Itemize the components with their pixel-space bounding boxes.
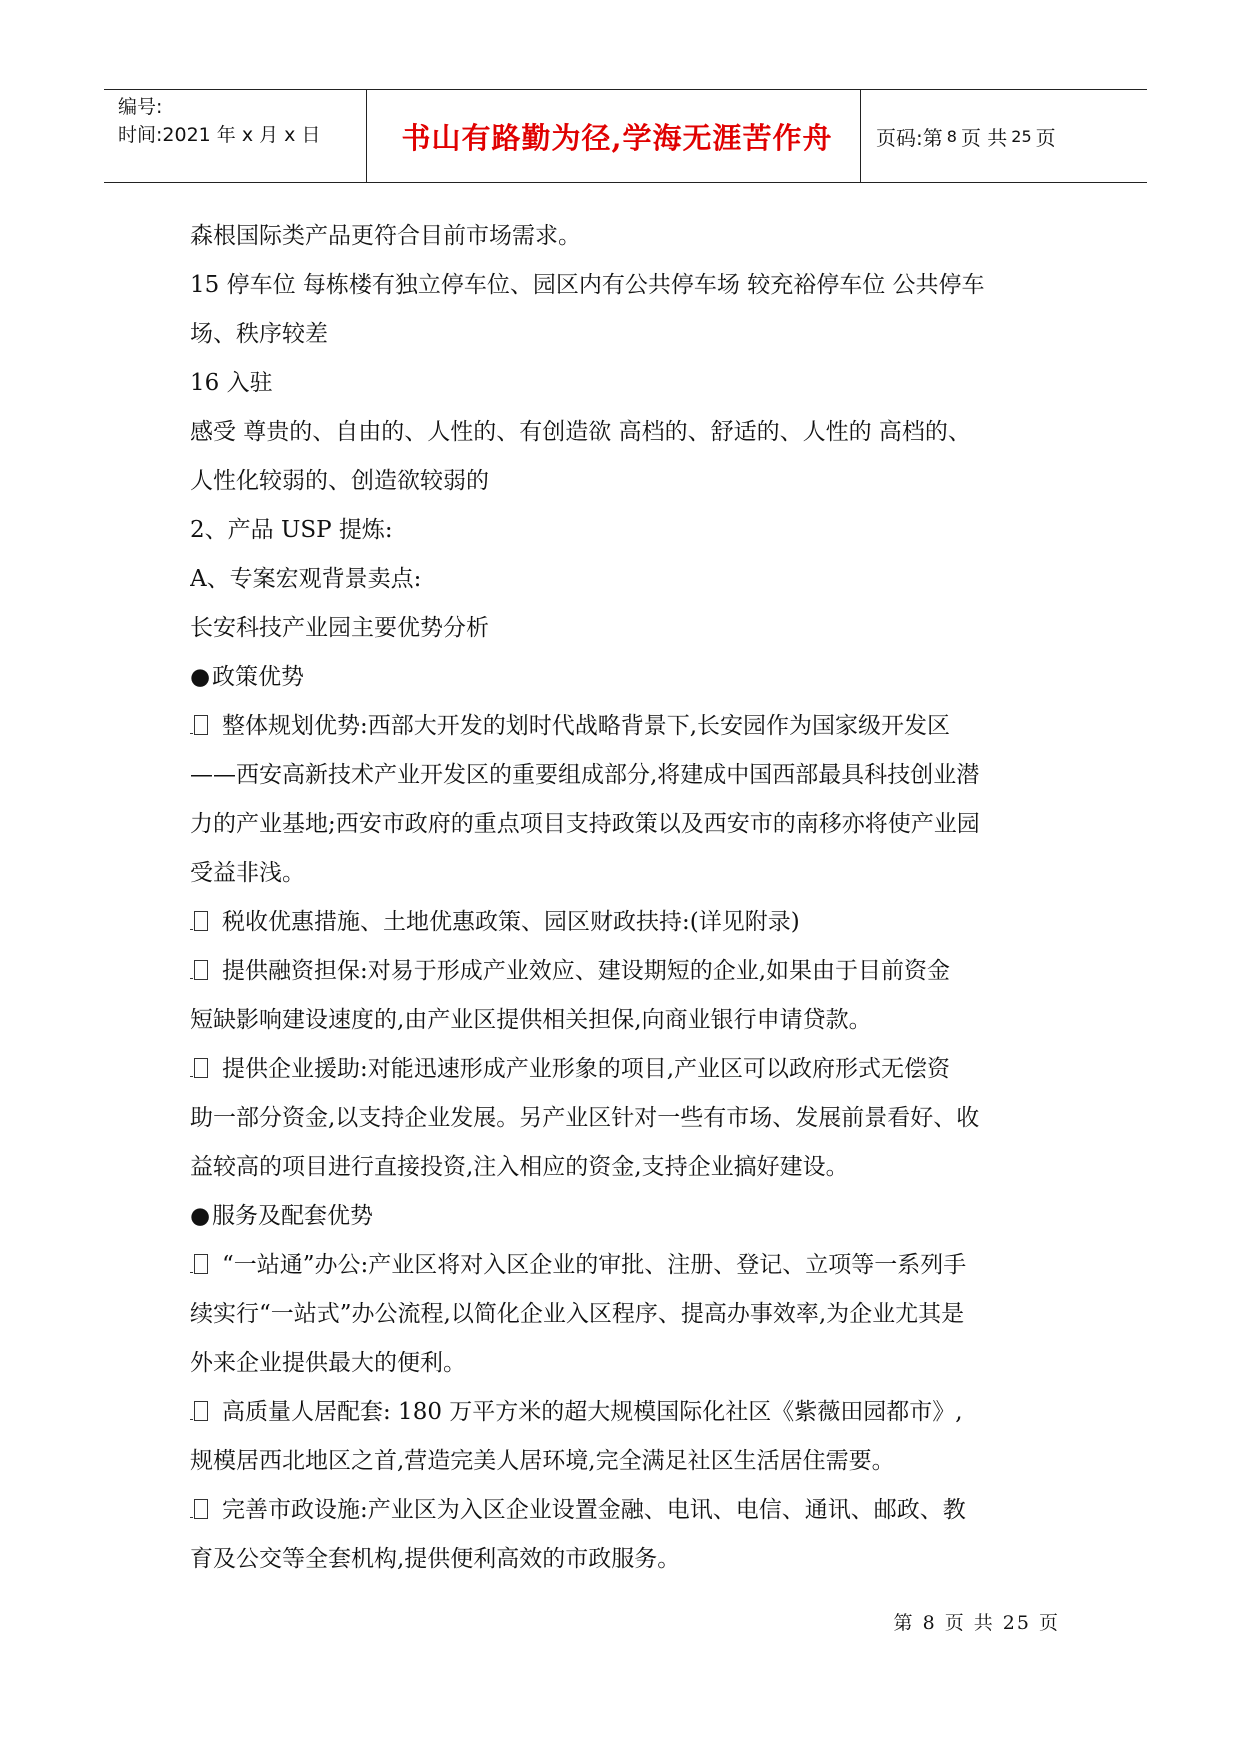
item-text: 税收优惠措施、土地优惠政策、园区财政扶持:(详见附录) — [222, 909, 800, 935]
item-text: “一站通”办公:产业区将对入区企业的审批、注册、登记、立项等一系列手 — [222, 1252, 967, 1278]
list-item — [190, 1388, 1060, 1437]
section-title: 服务及配套优势 — [212, 1203, 373, 1229]
item-text: 整体规划优势:西部大开发的划时代战略背景下,长安园作为国家级开发区 — [222, 713, 951, 739]
checkbox-glyph-icon — [194, 1401, 208, 1421]
section-heading-policy — [190, 653, 1060, 702]
list-item — [190, 1241, 1060, 1290]
body-line: 森根国际类产品更符合目前市场需求。 — [190, 223, 581, 249]
item-text: 高质量人居配套: 180 万平方米的超大规模国际化社区《紫薇田园都市》, — [222, 1399, 963, 1425]
body-line: ——西安高新技术产业开发区的重要组成部分,将建成中国西部最具科技创业潜 — [190, 762, 980, 788]
body-line: 感受 尊贵的、自由的、人性的、有创造欲 高档的、舒适的、人性的 高档的、 — [190, 419, 971, 445]
motto-text: 书山有路勤为径,学海无涯苦作舟 — [401, 120, 833, 155]
checkbox-glyph-icon — [194, 715, 208, 735]
body-line: 人性化较弱的、创造欲较弱的 — [190, 468, 489, 494]
list-item — [190, 702, 1060, 751]
code-label: 编号: — [118, 96, 163, 118]
checkbox-glyph-icon — [194, 911, 208, 931]
header-meta — [118, 93, 358, 149]
body-line: 长安科技产业园主要优势分析 — [190, 615, 489, 641]
body-line: 规模居西北地区之首,营造完美人居环境,完全满足社区生活居住需要。 — [190, 1448, 895, 1474]
list-item — [190, 898, 1060, 947]
item-text: 提供融资担保:对易于形成产业效应、建设期短的企业,如果由于目前资金 — [222, 958, 951, 984]
page-total: 25 — [1011, 126, 1032, 146]
header-motto-cell — [370, 89, 864, 183]
list-item — [190, 1486, 1060, 1535]
time-label: 时间:2021 年 x 月 x 日 — [118, 124, 321, 146]
body-line: 益较高的项目进行直接投资,注入相应的资金,支持企业搞好建设。 — [190, 1154, 849, 1180]
item-text: 提供企业援助:对能迅速形成产业形象的项目,产业区可以政府形式无偿资 — [222, 1056, 951, 1082]
body-line: 续实行“一站式”办公流程,以简化企业入区程序、提高办事效率,为企业尤其是 — [190, 1301, 965, 1327]
body-line: 外来企业提供最大的便利。 — [190, 1350, 466, 1376]
body-line: 力的产业基地;西安市政府的重点项目支持政策以及西安市的南移亦将使产业园 — [190, 811, 980, 837]
item-text: 完善市政设施:产业区为入区企业设置金融、电讯、电信、通讯、邮政、教 — [222, 1497, 966, 1523]
body-line: 短缺影响建设速度的,由产业区提供相关担保,向商业银行申请贷款。 — [190, 1007, 872, 1033]
page-footer: 第 8 页 共 25 页 — [893, 1612, 1060, 1634]
body-line: 场、秩序较差 — [190, 321, 328, 347]
body-line: 2、产品 USP 提炼: — [190, 517, 393, 543]
body-line: A、专案宏观背景卖点: — [190, 566, 422, 592]
header-page-number — [876, 89, 1146, 183]
section-heading-service — [190, 1192, 1060, 1241]
bullet-dot-icon: ● — [190, 1203, 211, 1229]
body-line: 受益非浅。 — [190, 860, 305, 886]
bullet-dot-icon: ● — [190, 664, 211, 690]
body-line: 育及公交等全套机构,提供便利高效的市政服务。 — [190, 1546, 681, 1572]
checkbox-glyph-icon — [194, 1254, 208, 1274]
page-mid: 页 共 — [960, 125, 1008, 150]
page-suffix: 页 — [1035, 125, 1056, 150]
checkbox-glyph-icon — [194, 960, 208, 980]
page-header — [104, 89, 1147, 183]
list-item — [190, 1045, 1060, 1094]
page-prefix: 页码:第 — [876, 125, 943, 150]
page-number: 8 — [946, 126, 957, 146]
body-line: 16 入驻 — [190, 370, 273, 396]
body-line: 助一部分资金,以支持企业发展。另产业区针对一些有市场、发展前景看好、收 — [190, 1105, 980, 1131]
checkbox-glyph-icon — [194, 1058, 208, 1078]
section-title: 政策优势 — [212, 664, 304, 690]
list-item — [190, 947, 1060, 996]
page-body — [190, 212, 1060, 1584]
header-divider — [366, 89, 367, 183]
checkbox-glyph-icon — [194, 1499, 208, 1519]
body-line: 15 停车位 每栋楼有独立停车位、园区内有公共停车场 较充裕停车位 公共停车 — [190, 272, 985, 298]
